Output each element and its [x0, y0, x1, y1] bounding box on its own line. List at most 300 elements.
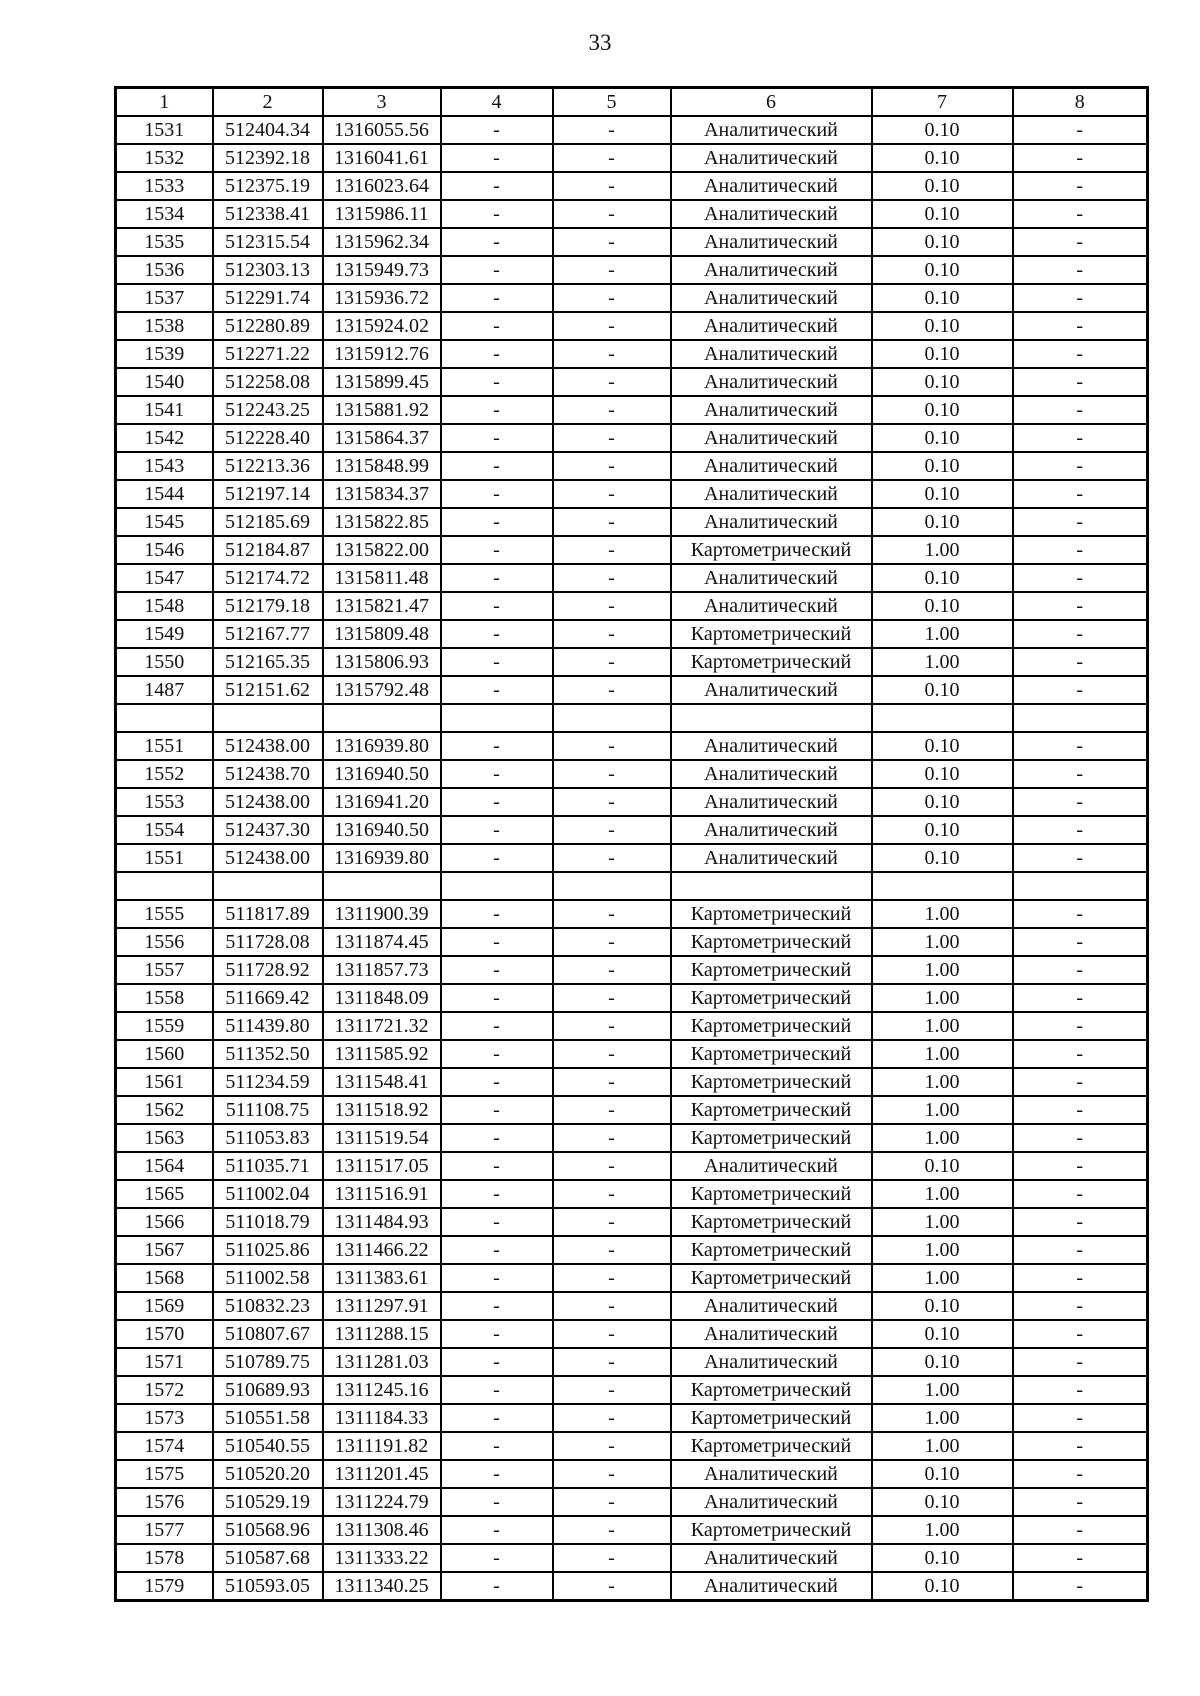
- x-coordinate-cell: 512303.13: [213, 256, 323, 284]
- table-row: [116, 116, 1148, 144]
- point-number-cell: 1551: [116, 844, 213, 872]
- accuracy-cell: 0.10: [872, 1544, 1013, 1572]
- x-coordinate-cell: 512438.00: [213, 732, 323, 760]
- table-row: [116, 1152, 1148, 1180]
- x-coordinate-cell: 511002.58: [213, 1264, 323, 1292]
- y-coordinate-cell: 1311721.32: [323, 1012, 441, 1040]
- x-coordinate-cell: 512438.00: [213, 788, 323, 816]
- table-row: [116, 704, 1148, 732]
- method-cell: Картометрический: [671, 1180, 872, 1208]
- x-coordinate-cell: 512174.72: [213, 564, 323, 592]
- col8-cell: -: [1013, 676, 1148, 704]
- method-cell: Аналитический: [671, 676, 872, 704]
- x-coordinate-cell: 510568.96: [213, 1516, 323, 1544]
- table-row: [116, 396, 1148, 424]
- accuracy-cell: 0.10: [872, 732, 1013, 760]
- point-number-cell: [116, 872, 213, 900]
- point-number-cell: 1532: [116, 144, 213, 172]
- x-coordinate-cell: 511002.04: [213, 1180, 323, 1208]
- method-cell: Аналитический: [671, 508, 872, 536]
- y-coordinate-cell: 1311383.61: [323, 1264, 441, 1292]
- point-number-cell: 1565: [116, 1180, 213, 1208]
- col8-cell: -: [1013, 760, 1148, 788]
- col5-cell: -: [553, 900, 671, 928]
- col8-cell: [1013, 704, 1148, 732]
- method-cell: Аналитический: [671, 1488, 872, 1516]
- col4-cell: -: [441, 1404, 553, 1432]
- method-cell: Картометрический: [671, 1040, 872, 1068]
- col8-cell: -: [1013, 1096, 1148, 1124]
- y-coordinate-cell: 1315821.47: [323, 592, 441, 620]
- point-number-cell: 1563: [116, 1124, 213, 1152]
- col8-cell: -: [1013, 536, 1148, 564]
- point-number-cell: 1569: [116, 1292, 213, 1320]
- col8-cell: -: [1013, 1404, 1148, 1432]
- col8-cell: -: [1013, 1040, 1148, 1068]
- col8-cell: -: [1013, 592, 1148, 620]
- point-number-cell: 1564: [116, 1152, 213, 1180]
- method-cell: Картометрический: [671, 1376, 872, 1404]
- accuracy-cell: 0.10: [872, 144, 1013, 172]
- x-coordinate-cell: 511352.50: [213, 1040, 323, 1068]
- x-coordinate-cell: 511053.83: [213, 1124, 323, 1152]
- col4-cell: -: [441, 312, 553, 340]
- col8-cell: -: [1013, 452, 1148, 480]
- x-coordinate-cell: 511234.59: [213, 1068, 323, 1096]
- col8-cell: -: [1013, 424, 1148, 452]
- point-number-cell: 1576: [116, 1488, 213, 1516]
- col8-cell: -: [1013, 1516, 1148, 1544]
- accuracy-cell: 0.10: [872, 1572, 1013, 1601]
- x-coordinate-cell: 510689.93: [213, 1376, 323, 1404]
- table-row: [116, 816, 1148, 844]
- y-coordinate-cell: 1315822.85: [323, 508, 441, 536]
- col5-cell: -: [553, 620, 671, 648]
- table-row: [116, 256, 1148, 284]
- y-coordinate-cell: 1311288.15: [323, 1320, 441, 1348]
- y-coordinate-cell: 1315986.11: [323, 200, 441, 228]
- col4-cell: -: [441, 1320, 553, 1348]
- point-number-cell: 1534: [116, 200, 213, 228]
- method-cell: Картометрический: [671, 1096, 872, 1124]
- accuracy-cell: 1.00: [872, 928, 1013, 956]
- x-coordinate-cell: 510593.05: [213, 1572, 323, 1601]
- col4-cell: -: [441, 256, 553, 284]
- accuracy-cell: 0.10: [872, 1460, 1013, 1488]
- col4-cell: -: [441, 200, 553, 228]
- col8-cell: -: [1013, 1460, 1148, 1488]
- y-coordinate-cell: 1311516.91: [323, 1180, 441, 1208]
- method-cell: Аналитический: [671, 1152, 872, 1180]
- table-row: [116, 1572, 1148, 1601]
- column-header: 2: [213, 88, 323, 117]
- y-coordinate-cell: 1311184.33: [323, 1404, 441, 1432]
- table-row: [116, 1376, 1148, 1404]
- table-row: [116, 620, 1148, 648]
- accuracy-cell: 1.00: [872, 1516, 1013, 1544]
- col4-cell: -: [441, 1544, 553, 1572]
- col8-cell: -: [1013, 1320, 1148, 1348]
- table-row: [116, 1348, 1148, 1376]
- x-coordinate-cell: 510832.23: [213, 1292, 323, 1320]
- col8-cell: -: [1013, 984, 1148, 1012]
- col8-cell: -: [1013, 732, 1148, 760]
- method-cell: Картометрический: [671, 956, 872, 984]
- table-row: [116, 200, 1148, 228]
- col5-cell: -: [553, 1180, 671, 1208]
- point-number-cell: 1559: [116, 1012, 213, 1040]
- x-coordinate-cell: 511025.86: [213, 1236, 323, 1264]
- col5-cell: -: [553, 424, 671, 452]
- col5-cell: -: [553, 1376, 671, 1404]
- method-cell: Картометрический: [671, 1236, 872, 1264]
- col5-cell: -: [553, 760, 671, 788]
- col8-cell: [1013, 872, 1148, 900]
- table-row: [116, 592, 1148, 620]
- x-coordinate-cell: 510520.20: [213, 1460, 323, 1488]
- col4-cell: -: [441, 228, 553, 256]
- col5-cell: -: [553, 508, 671, 536]
- col4-cell: -: [441, 172, 553, 200]
- table-row: [116, 340, 1148, 368]
- point-number-cell: 1535: [116, 228, 213, 256]
- accuracy-cell: 0.10: [872, 1292, 1013, 1320]
- x-coordinate-cell: 512167.77: [213, 620, 323, 648]
- col4-cell: -: [441, 368, 553, 396]
- column-header: 5: [553, 88, 671, 117]
- col5-cell: -: [553, 1236, 671, 1264]
- accuracy-cell: 1.00: [872, 1180, 1013, 1208]
- col8-cell: -: [1013, 200, 1148, 228]
- method-cell: Аналитический: [671, 256, 872, 284]
- table-row: [116, 1432, 1148, 1460]
- column-header: 7: [872, 88, 1013, 117]
- y-coordinate-cell: 1315848.99: [323, 452, 441, 480]
- col5-cell: -: [553, 200, 671, 228]
- col4-cell: [441, 872, 553, 900]
- col5-cell: -: [553, 172, 671, 200]
- accuracy-cell: 1.00: [872, 900, 1013, 928]
- col4-cell: -: [441, 1236, 553, 1264]
- x-coordinate-cell: 512184.87: [213, 536, 323, 564]
- y-coordinate-cell: 1311874.45: [323, 928, 441, 956]
- method-cell: Картометрический: [671, 648, 872, 676]
- point-number-cell: 1552: [116, 760, 213, 788]
- method-cell: Аналитический: [671, 1348, 872, 1376]
- table-row: [116, 760, 1148, 788]
- col5-cell: -: [553, 340, 671, 368]
- y-coordinate-cell: 1311281.03: [323, 1348, 441, 1376]
- point-number-cell: 1579: [116, 1572, 213, 1601]
- col5-cell: -: [553, 480, 671, 508]
- accuracy-cell: 1.00: [872, 536, 1013, 564]
- point-number-cell: 1562: [116, 1096, 213, 1124]
- col4-cell: -: [441, 536, 553, 564]
- col4-cell: -: [441, 1124, 553, 1152]
- table-row: [116, 844, 1148, 872]
- accuracy-cell: 0.10: [872, 816, 1013, 844]
- point-number-cell: 1561: [116, 1068, 213, 1096]
- x-coordinate-cell: 512392.18: [213, 144, 323, 172]
- point-number-cell: 1549: [116, 620, 213, 648]
- y-coordinate-cell: 1311484.93: [323, 1208, 441, 1236]
- point-number-cell: 1537: [116, 284, 213, 312]
- col5-cell: -: [553, 536, 671, 564]
- table-row: [116, 1404, 1148, 1432]
- table-row: [116, 1292, 1148, 1320]
- x-coordinate-cell: 512165.35: [213, 648, 323, 676]
- y-coordinate-cell: 1311245.16: [323, 1376, 441, 1404]
- y-coordinate-cell: 1311848.09: [323, 984, 441, 1012]
- accuracy-cell: 1.00: [872, 1124, 1013, 1152]
- col4-cell: -: [441, 452, 553, 480]
- col8-cell: -: [1013, 648, 1148, 676]
- table-row: [116, 284, 1148, 312]
- col8-cell: -: [1013, 228, 1148, 256]
- method-cell: Аналитический: [671, 396, 872, 424]
- col8-cell: -: [1013, 1124, 1148, 1152]
- point-number-cell: 1550: [116, 648, 213, 676]
- method-cell: [671, 872, 872, 900]
- method-cell: Аналитический: [671, 816, 872, 844]
- accuracy-cell: 0.10: [872, 508, 1013, 536]
- col8-cell: -: [1013, 564, 1148, 592]
- column-header: 4: [441, 88, 553, 117]
- accuracy-cell: 0.10: [872, 844, 1013, 872]
- col8-cell: -: [1013, 1236, 1148, 1264]
- accuracy-cell: 1.00: [872, 1404, 1013, 1432]
- method-cell: Картометрический: [671, 984, 872, 1012]
- method-cell: Аналитический: [671, 592, 872, 620]
- point-number-cell: 1544: [116, 480, 213, 508]
- point-number-cell: 1542: [116, 424, 213, 452]
- point-number-cell: 1556: [116, 928, 213, 956]
- col5-cell: -: [553, 1404, 671, 1432]
- col4-cell: -: [441, 788, 553, 816]
- method-cell: Картометрический: [671, 1012, 872, 1040]
- table-row: [116, 928, 1148, 956]
- col5-cell: -: [553, 1264, 671, 1292]
- col5-cell: [553, 704, 671, 732]
- method-cell: Картометрический: [671, 1516, 872, 1544]
- col5-cell: -: [553, 1068, 671, 1096]
- col8-cell: -: [1013, 1376, 1148, 1404]
- table-row: [116, 900, 1148, 928]
- x-coordinate-cell: 511817.89: [213, 900, 323, 928]
- col4-cell: -: [441, 144, 553, 172]
- col4-cell: -: [441, 984, 553, 1012]
- col8-cell: -: [1013, 1488, 1148, 1516]
- column-header: 8: [1013, 88, 1148, 117]
- method-cell: Аналитический: [671, 228, 872, 256]
- col8-cell: -: [1013, 1180, 1148, 1208]
- point-number-cell: 1533: [116, 172, 213, 200]
- table-row: [116, 1516, 1148, 1544]
- method-cell: Картометрический: [671, 1124, 872, 1152]
- col4-cell: -: [441, 844, 553, 872]
- method-cell: Аналитический: [671, 564, 872, 592]
- x-coordinate-cell: 512228.40: [213, 424, 323, 452]
- y-coordinate-cell: 1311519.54: [323, 1124, 441, 1152]
- col8-cell: -: [1013, 1572, 1148, 1601]
- point-number-cell: 1538: [116, 312, 213, 340]
- col8-cell: -: [1013, 396, 1148, 424]
- accuracy-cell: 0.10: [872, 424, 1013, 452]
- y-coordinate-cell: 1315936.72: [323, 284, 441, 312]
- method-cell: Аналитический: [671, 312, 872, 340]
- col5-cell: -: [553, 1432, 671, 1460]
- accuracy-cell: 1.00: [872, 620, 1013, 648]
- col8-cell: -: [1013, 116, 1148, 144]
- point-number-cell: 1531: [116, 116, 213, 144]
- accuracy-cell: 0.10: [872, 396, 1013, 424]
- y-coordinate-cell: 1316940.50: [323, 760, 441, 788]
- table-row: [116, 1460, 1148, 1488]
- table-row: [116, 956, 1148, 984]
- col5-cell: -: [553, 1572, 671, 1601]
- col5-cell: -: [553, 312, 671, 340]
- col5-cell: -: [553, 452, 671, 480]
- col8-cell: -: [1013, 1152, 1148, 1180]
- accuracy-cell: 0.10: [872, 452, 1013, 480]
- table-row: [116, 984, 1148, 1012]
- point-number-cell: 1557: [116, 956, 213, 984]
- y-coordinate-cell: 1311585.92: [323, 1040, 441, 1068]
- table-row: [116, 1012, 1148, 1040]
- method-cell: Картометрический: [671, 928, 872, 956]
- accuracy-cell: 0.10: [872, 200, 1013, 228]
- col8-cell: -: [1013, 172, 1148, 200]
- point-number-cell: 1572: [116, 1376, 213, 1404]
- table-row: [116, 1040, 1148, 1068]
- col5-cell: -: [553, 1544, 671, 1572]
- y-coordinate-cell: 1311297.91: [323, 1292, 441, 1320]
- point-number-cell: 1536: [116, 256, 213, 284]
- table-row: [116, 648, 1148, 676]
- point-number-cell: 1545: [116, 508, 213, 536]
- col4-cell: -: [441, 1096, 553, 1124]
- table-row: [116, 228, 1148, 256]
- method-cell: Аналитический: [671, 452, 872, 480]
- col4-cell: -: [441, 1516, 553, 1544]
- x-coordinate-cell: 512291.74: [213, 284, 323, 312]
- accuracy-cell: 0.10: [872, 1348, 1013, 1376]
- col8-cell: -: [1013, 1544, 1148, 1572]
- method-cell: Картометрический: [671, 1404, 872, 1432]
- col4-cell: -: [441, 1264, 553, 1292]
- x-coordinate-cell: 512197.14: [213, 480, 323, 508]
- point-number-cell: 1553: [116, 788, 213, 816]
- y-coordinate-cell: 1311201.45: [323, 1460, 441, 1488]
- col4-cell: -: [441, 480, 553, 508]
- table-row: [116, 1264, 1148, 1292]
- point-number-cell: 1575: [116, 1460, 213, 1488]
- method-cell: Аналитический: [671, 760, 872, 788]
- col8-cell: -: [1013, 956, 1148, 984]
- method-cell: Аналитический: [671, 480, 872, 508]
- table-row: [116, 424, 1148, 452]
- accuracy-cell: 0.10: [872, 172, 1013, 200]
- accuracy-cell: [872, 704, 1013, 732]
- col5-cell: -: [553, 228, 671, 256]
- table-row: [116, 1320, 1148, 1348]
- col4-cell: -: [441, 396, 553, 424]
- y-coordinate-cell: 1315806.93: [323, 648, 441, 676]
- col5-cell: -: [553, 956, 671, 984]
- col4-cell: -: [441, 508, 553, 536]
- method-cell: Аналитический: [671, 144, 872, 172]
- col8-cell: -: [1013, 788, 1148, 816]
- col4-cell: -: [441, 1376, 553, 1404]
- col8-cell: -: [1013, 256, 1148, 284]
- col4-cell: -: [441, 284, 553, 312]
- accuracy-cell: 0.10: [872, 1320, 1013, 1348]
- method-cell: [671, 704, 872, 732]
- col5-cell: -: [553, 1348, 671, 1376]
- x-coordinate-cell: 512437.30: [213, 816, 323, 844]
- table-row: [116, 312, 1148, 340]
- table-row: [116, 1096, 1148, 1124]
- col5-cell: -: [553, 1292, 671, 1320]
- col8-cell: -: [1013, 900, 1148, 928]
- y-coordinate-cell: 1311900.39: [323, 900, 441, 928]
- accuracy-cell: 1.00: [872, 1236, 1013, 1264]
- y-coordinate-cell: 1311191.82: [323, 1432, 441, 1460]
- col5-cell: -: [553, 396, 671, 424]
- point-number-cell: 1551: [116, 732, 213, 760]
- x-coordinate-cell: 512280.89: [213, 312, 323, 340]
- x-coordinate-cell: 511728.92: [213, 956, 323, 984]
- method-cell: Картометрический: [671, 1208, 872, 1236]
- method-cell: Картометрический: [671, 1068, 872, 1096]
- accuracy-cell: 0.10: [872, 788, 1013, 816]
- y-coordinate-cell: 1311517.05: [323, 1152, 441, 1180]
- col5-cell: -: [553, 844, 671, 872]
- col8-cell: -: [1013, 816, 1148, 844]
- y-coordinate-cell: 1316940.50: [323, 816, 441, 844]
- col8-cell: -: [1013, 368, 1148, 396]
- col5-cell: -: [553, 1096, 671, 1124]
- point-number-cell: 1560: [116, 1040, 213, 1068]
- table-row: [116, 172, 1148, 200]
- table-row: [116, 536, 1148, 564]
- table-row: [116, 480, 1148, 508]
- col5-cell: -: [553, 592, 671, 620]
- col5-cell: -: [553, 368, 671, 396]
- table-row: [116, 676, 1148, 704]
- y-coordinate-cell: 1316055.56: [323, 116, 441, 144]
- x-coordinate-cell: 512213.36: [213, 452, 323, 480]
- y-coordinate-cell: 1315924.02: [323, 312, 441, 340]
- col5-cell: -: [553, 116, 671, 144]
- point-number-cell: 1573: [116, 1404, 213, 1432]
- accuracy-cell: 0.10: [872, 284, 1013, 312]
- point-number-cell: 1555: [116, 900, 213, 928]
- col5-cell: -: [553, 928, 671, 956]
- x-coordinate-cell: 510529.19: [213, 1488, 323, 1516]
- point-number-cell: 1546: [116, 536, 213, 564]
- col8-cell: -: [1013, 340, 1148, 368]
- x-coordinate-cell: 510540.55: [213, 1432, 323, 1460]
- x-coordinate-cell: 512438.70: [213, 760, 323, 788]
- method-cell: Аналитический: [671, 844, 872, 872]
- col4-cell: -: [441, 1012, 553, 1040]
- y-coordinate-cell: 1315822.00: [323, 536, 441, 564]
- col5-cell: -: [553, 984, 671, 1012]
- col8-cell: -: [1013, 144, 1148, 172]
- point-number-cell: 1577: [116, 1516, 213, 1544]
- y-coordinate-cell: 1311548.41: [323, 1068, 441, 1096]
